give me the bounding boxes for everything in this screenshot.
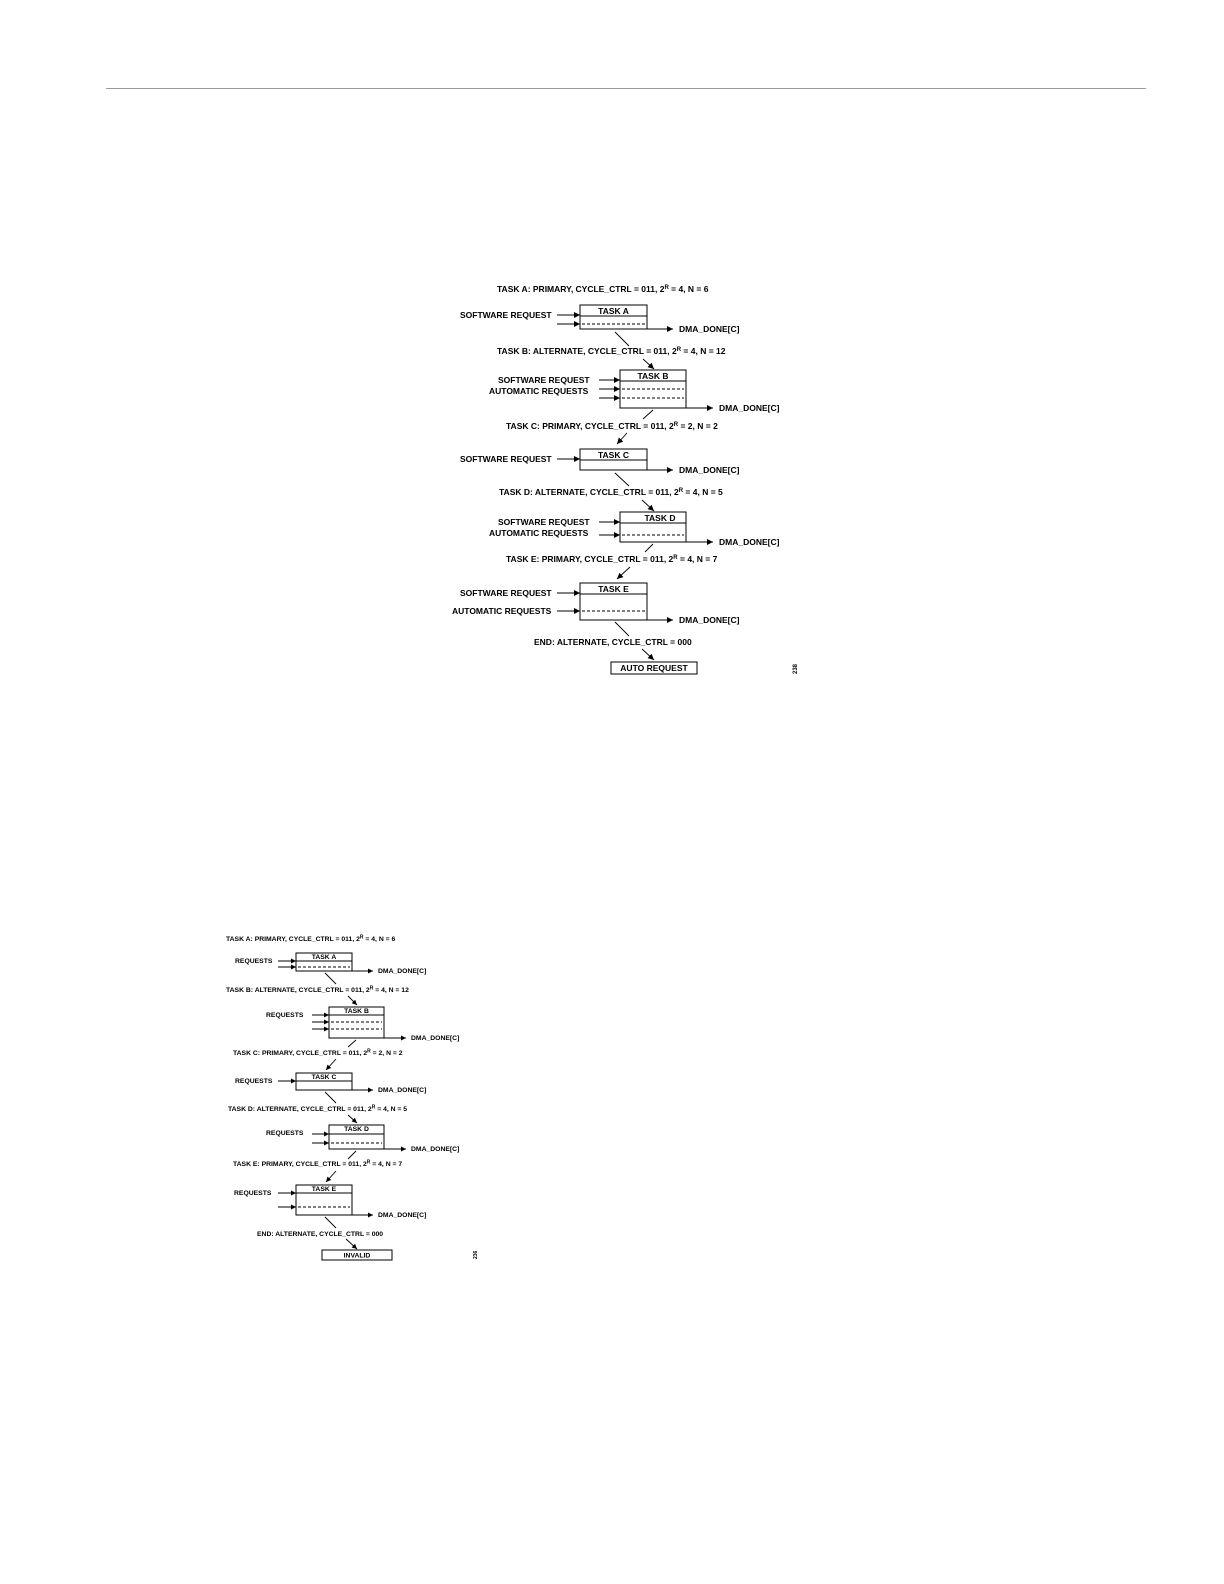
fig2-task-a-output-label: DMA_DONE[C]: [378, 968, 427, 975]
fig2-task-a: [226, 935, 426, 976]
fig2-connector-c-d-lower: [348, 1115, 357, 1123]
fig2-connector-d-e-lower: [326, 1171, 336, 1182]
fig2-task-b-input-label: REQUESTS: [266, 1012, 304, 1019]
fig1-end-heading: END: ALTERNATE, CYCLE_CTRL = 000: [534, 637, 692, 647]
fig2-task-d-output-label: DMA_DONE[C]: [411, 1146, 460, 1153]
fig2-connector-e-end-lower: [346, 1239, 357, 1249]
fig1-task-a-box-label: TASK A: [598, 306, 629, 316]
fig1-task-e-heading: TASK E: PRIMARY, CYCLE_CTRL = 011, $2^R = 4$, N = 7: [506, 554, 718, 564]
fig1-task-d-input-label: SOFTWARE REQUEST: [498, 517, 590, 527]
fig1-connector-a-b-lower: [643, 359, 654, 369]
fig2-task-e: [233, 1160, 426, 1220]
fig1-end-box-label: AUTO REQUEST: [620, 663, 688, 673]
fig1-task-d-box-label: TASK D: [644, 513, 676, 523]
fig2-task-e-heading: TASK E: PRIMARY, CYCLE_CTRL = 011, $2^R = 4$, N = 7: [233, 1159, 403, 1168]
fig1-task-d-input-label-2: AUTOMATIC REQUESTS: [489, 528, 589, 538]
fig1-task-a: [460, 284, 740, 334]
fig1-task-d-heading: TASK D: ALTERNATE, CYCLE_CTRL = 011, $2^R = 4$, N = 5: [499, 487, 723, 497]
fig1-connector-d-e-lower: [617, 567, 630, 579]
fig2-task-c-box-label: TASK C: [311, 1074, 337, 1081]
figure-2: [226, 935, 479, 1261]
fig2-task-a-heading: TASK A: PRIMARY, CYCLE_CTRL = 011, $2^R = 4$, N = 6: [226, 934, 396, 943]
fig2-figure-id: 236: [473, 1250, 479, 1259]
fig2-task-a-box-label: TASK A: [311, 954, 337, 961]
fig1-task-b-input-label: SOFTWARE REQUEST: [498, 375, 590, 385]
fig1-end: [534, 637, 697, 674]
fig1-task-e-box-label: TASK E: [598, 584, 629, 594]
fig1-task-c-input-label: SOFTWARE REQUEST: [460, 454, 552, 464]
fig2-task-b: [226, 986, 459, 1043]
fig1-task-b: [489, 346, 780, 413]
fig2-task-e-input-label: REQUESTS: [234, 1190, 272, 1197]
fig1-task-c: [460, 421, 740, 475]
fig2-task-d-input-label: REQUESTS: [266, 1130, 304, 1137]
fig2-task-c-heading: TASK C: PRIMARY, CYCLE_CTRL = 011, $2^R = 2$, N = 2: [233, 1048, 403, 1057]
fig2-connector-a-b-upper: [325, 973, 336, 984]
fig1-task-c-box-label: TASK C: [597, 450, 630, 460]
fig1-connector-e-end-upper: [615, 622, 629, 636]
fig1-task-b-input-label-2: AUTOMATIC REQUESTS: [489, 386, 589, 396]
fig2-task-d-heading: TASK D: ALTERNATE, CYCLE_CTRL = 011, $2^R = 4$, N = 5: [228, 1104, 408, 1113]
fig1-task-a-output-label: DMA_DONE[C]: [679, 324, 740, 334]
fig1-figure-id: 238: [793, 663, 799, 674]
fig1-connector-c-d-lower: [642, 500, 654, 511]
fig1-task-e-input-label: SOFTWARE REQUEST: [460, 588, 552, 598]
fig2-task-e-output-label: DMA_DONE[C]: [378, 1212, 427, 1219]
fig2-task-a-input-label: REQUESTS: [235, 958, 273, 965]
fig1-task-b-heading: TASK B: ALTERNATE, CYCLE_CTRL = 011, $2^R = 4$, N = 12: [497, 346, 726, 356]
figure-1: [452, 284, 799, 674]
fig2-task-b-output-label: DMA_DONE[C]: [411, 1035, 460, 1042]
fig2-end-heading: END: ALTERNATE, CYCLE_CTRL = 000: [257, 1231, 384, 1238]
fig1-connector-e-end-lower: [642, 649, 654, 660]
fig2-task-d: [228, 1105, 459, 1154]
fig1-connector-c-d-upper: [615, 473, 629, 486]
fig2-connector-b-c-lower: [326, 1059, 336, 1070]
fig1-task-b-output-label: DMA_DONE[C]: [719, 403, 780, 413]
fig1-connector-a-b-upper: [615, 332, 629, 346]
fig1-task-d-output-label: DMA_DONE[C]: [719, 537, 780, 547]
fig1-task-a-input-label: SOFTWARE REQUEST: [460, 310, 552, 320]
fig1-connector-b-c-upper: [643, 410, 653, 419]
fig1-task-d: [489, 487, 780, 547]
fig2-connector-a-b-lower: [348, 996, 357, 1005]
fig2-connector-e-end-upper: [325, 1217, 336, 1228]
fig1-task-a-heading: TASK A: PRIMARY, CYCLE_CTRL = 011, $2^R = 4$, N = 6: [497, 284, 709, 294]
fig2-task-c-output-label: DMA_DONE[C]: [378, 1087, 427, 1094]
fig1-task-c-output-label: DMA_DONE[C]: [679, 465, 740, 475]
fig2-task-e-box-label: TASK E: [311, 1186, 337, 1193]
fig1-task-b-box-label: TASK B: [637, 371, 669, 381]
fig1-task-c-heading: TASK C: PRIMARY, CYCLE_CTRL = 011, $2^R = 2$, N = 2: [506, 421, 718, 431]
fig2-end: [257, 1231, 392, 1260]
fig2-connector-c-d-upper: [325, 1092, 336, 1103]
fig2-task-b-box-label: TASK B: [344, 1008, 369, 1015]
fig1-task-e-output-label: DMA_DONE[C]: [679, 615, 740, 625]
fig1-connector-b-c-lower: [617, 433, 627, 444]
fig2-task-c: [233, 1049, 426, 1095]
fig2-task-c-input-label: REQUESTS: [235, 1078, 273, 1085]
fig2-connector-d-e-upper: [348, 1151, 356, 1159]
fig2-task-b-heading: TASK B: ALTERNATE, CYCLE_CTRL = 011, $2^R = 4$, N = 12: [226, 985, 409, 994]
fig2-connector-b-c-upper: [348, 1040, 356, 1047]
fig2-task-d-box-label: TASK D: [344, 1126, 369, 1133]
fig2-end-box-label: INVALID: [343, 1252, 371, 1260]
fig1-task-e-input-label-2: AUTOMATIC REQUESTS: [452, 606, 552, 616]
fig1-connector-d-e-upper: [645, 544, 653, 552]
fig1-task-e: [452, 554, 740, 625]
